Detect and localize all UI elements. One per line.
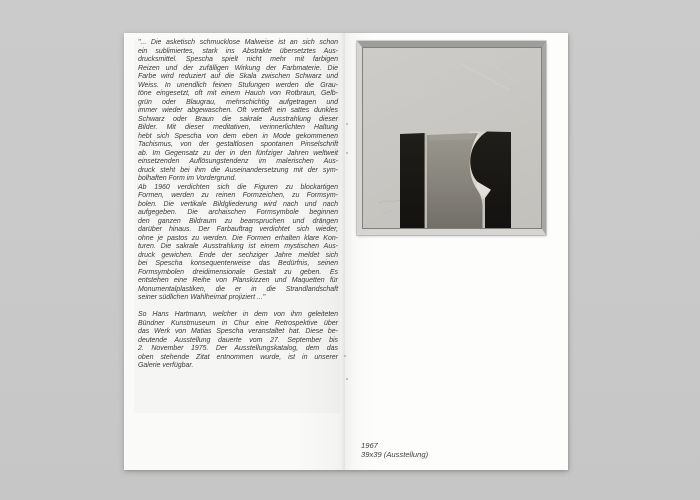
text-line: Galerie verfügbar. — [138, 362, 194, 369]
text-line: Reizen und der zufälligen Wirkung der Farbmaterie. Die — [138, 64, 338, 72]
text-line: Ab 1960 verdichten sich die Figuren zu blockartigen — [138, 183, 338, 191]
text-line: Weiss. In unendlich feinen Stufungen werden die Grau- — [138, 81, 338, 89]
artwork-year: 1967 — [361, 441, 378, 450]
artwork-caption — [361, 441, 428, 459]
text-line: töne eingesetzt, oft mit einem Hauch von Rotbraun, Gelb- — [138, 90, 338, 97]
text-line: bolen. Die vertikale Bildgliederung wird nach und nach — [138, 200, 338, 208]
text-line: bolhaften Form im Vordergrund. — [138, 175, 237, 182]
abstract-painting-composition — [363, 48, 541, 228]
text-line: aufgegeben. Die archaischen Formsymbole beginnen — [138, 209, 338, 216]
dust-speck — [346, 123, 348, 125]
dust-speck — [346, 378, 348, 380]
text-line: druck steht bei ihm die Auseinandersetzung mit der sym- — [138, 166, 338, 174]
divider-line — [425, 133, 428, 228]
text-line: das Werk von Matias Spescha veranstaltet hat. Diese be- — [138, 328, 338, 335]
text-line: 2. November 1975. Der Ausstellungskatalog, dem das — [138, 345, 338, 352]
left-black-bar — [400, 133, 425, 228]
text-line: grün oder Blaugrau, mehrschichtig aufgetragen und — [138, 98, 338, 106]
text-line: darüber hinaus. Der Farbauftrag verdichtet sich wieder, — [138, 226, 338, 233]
credit-paragraph — [138, 311, 338, 371]
text-line: Tachismus, von der gestaltlosen spontanen Pinselschrift — [138, 141, 338, 148]
text-line: So Hans Hartmann, welcher in dem von ihm geleiteten — [138, 311, 338, 318]
text-line: "... Die asketisch schmucklose Malweise ist an sich schon — [138, 39, 338, 46]
quote-paragraph-2 — [138, 184, 338, 303]
artwork-photo — [357, 41, 546, 235]
dust-speck — [344, 355, 346, 357]
text-line: oben stehende Zitat entnommen wurde, ist in unserer — [138, 353, 338, 361]
text-line: Formsymbolen dreidimensionale Gestalt zu geben. Es — [138, 268, 338, 276]
text-line: entstehen eine Reihe von Planskizzen und Maquetten für — [138, 277, 338, 284]
catalog-spread — [124, 33, 568, 470]
text-line: den ganzen Bildraum zu beanspruchen und drängen — [138, 217, 338, 225]
text-line: Monumentalplastiken, die er in die Strandlandschaft — [138, 285, 338, 293]
text-line: hebt sich Spescha von dem eben in Mode gekommenen — [138, 132, 338, 140]
text-line: seiner südlichen Wahlheimat projiziert ..." — [138, 294, 266, 301]
text-line: ohne je pastos zu werden. Die Formen erhalten klare Kon- — [138, 234, 338, 242]
text-line: Bilder. Mit dieser meditativen, verinnerlichten Haltung — [138, 124, 338, 131]
text-line: einsetzenden Auflösungstendenz im malerischen Aus- — [138, 158, 338, 165]
text-line: drucksmittel. Spescha spielt nicht mehr mit farbigen — [138, 56, 338, 63]
left-page — [124, 33, 345, 470]
text-line: deutende Ausstellung dauerte vom 27. September bis — [138, 336, 338, 344]
text-line: Bündner Kunstmuseum in Chur eine Retrospektive über — [138, 319, 338, 327]
artwork-canvas — [362, 47, 542, 229]
text-line: druck gewichen. Ende der sechziger Jahre meldet sich — [138, 251, 338, 259]
right-page — [345, 33, 568, 470]
artwork-dimensions: 39x39 (Ausstellung) — [361, 450, 429, 460]
column-top-fringe — [429, 134, 475, 141]
text-line: ab. Im Gegensatz zu der in den fünfziger Jahren weltweit — [138, 149, 338, 157]
text-line: immer wieder abgewaschen. Oft vertieft ein sattes dunkles — [138, 107, 338, 114]
text-line: Schwarz oder Braun die sakrale Ausstrahlung dieser — [138, 115, 338, 123]
dust-speck — [346, 152, 348, 154]
quote-paragraph-1 — [138, 39, 338, 184]
text-line: Formen, werden zu reinen Formzeichen, zu Formsym- — [138, 192, 338, 199]
text-line: Farbe wird reduziert auf die Skala zwischen Schwarz und — [138, 73, 338, 80]
text-line: turen. Die sakrale Ausstrahlung ist einem mystischen Aus- — [138, 243, 338, 250]
article-text-column — [138, 39, 338, 371]
text-line: bei Spescha konsequenterweise das Bedürfnis, seinen — [138, 260, 338, 267]
text-line: ein sublimiertes, stark ins Abstrakte übersetztes Aus- — [138, 47, 338, 55]
